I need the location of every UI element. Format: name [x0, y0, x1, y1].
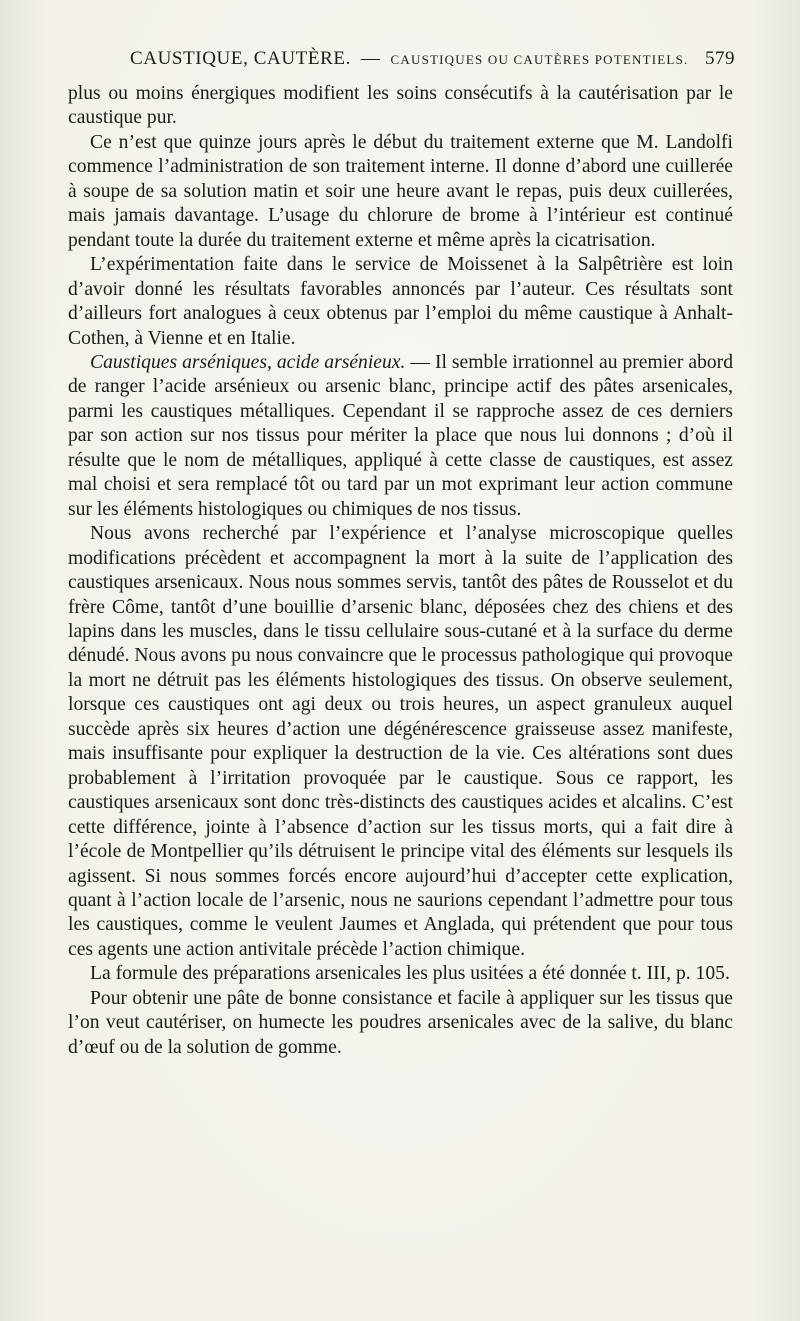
paragraph-arsenical-caustics: [68, 351, 733, 522]
header-title: CAUSTIQUE, CAUTÈRE.: [130, 48, 351, 69]
paragraph-paste-preparation: [68, 987, 733, 1060]
page-number: 579: [705, 48, 735, 69]
header-dash: —: [360, 48, 381, 69]
paragraph-text: — Il semble irrationnel au premier abord de ranger l’acide arsénieux ou arsenic blanc, principe actif des pâtes arsenicales, parmi les caustiques métalliques. Cependant il se rapproche assez de ces derniers par son action sur nos tissus pour mériter la place que nous lui donnons ; d’où il résulte que le nom de métalliques, appliqué à cette classe de caustiques, est assez mal choisi et sera remplacé tôt ou tard par un mot exprimant leur action commune sur les éléments histologiques ou chimiques de nos tissus.: [68, 351, 733, 520]
body-text: [68, 82, 733, 1060]
header-subtitle: CAUSTIQUES OU CAUTÈRES POTENTIELS.: [390, 52, 689, 67]
paragraph-microscopic-analysis: [68, 522, 733, 962]
paragraph-salpetriere-experiment: [68, 253, 733, 351]
paragraph-formula-reference: [68, 962, 733, 986]
paragraph-text: Ce n’est que quinze jours après le début du traitement externe que M. Landolfi commence l’administration de son traitement interne. Il donne d’abord une cuillerée à soupe de sa solution matin et soir une heure avant le repas, puis deux cuillerées, mais jamais davantage. L’usage du chlorure de brome à l’intérieur est continué pendant toute la durée du traitement externe et même après la cicatrisation.: [68, 131, 733, 251]
header-title-group: [130, 48, 688, 70]
paragraph-text: Nous avons recherché par l’expérience et l’analyse microscopique quelles modifications précèdent et accompagnent la mort à la suite de l’application des caustiques arsenicaux. Nous nous sommes servis, tantôt des pâtes de Rousselot et du frère Côme, tantôt d’une bouillie d’arsenic blanc, déposées chez des chiens et des lapins dans les muscles, dans le tissu cellulaire sous-cutané et à la surface du derme dénudé. Nous avons pu nous convaincre que le processus pathologique qui provoque la mort ne détruit pas les éléments histologiques des tissus. On observe seulement, lorsque ces caustiques ont agi deux ou trois heures, un aspect granuleux auquel succède après six heures d’action une dégénérescence graisseuse assez manifeste, mais insuffisante pour expliquer la destruction de la vie. Ces altérations sont dues probablement à l’irritation provoquée par le caustique. Sous ce rapport, les caustiques arsenicaux sont donc très-distincts des caustiques acides et alcalins. C’est cette différence, jointe à l’absence d’action sur les tissus morts, qui a fait dire à l’école de Montpellier qu’ils détruisent le principe vital des éléments sur lesquels ils agissent. Si nous sommes forcés encore aujourd’hui d’accepter cette explication, quant à l’action locale de l’arsenic, nous ne saurions cependant l’admettre pour tous les caustiques, comme le veulent Jaumes et Anglada, qui prétendent que pour tous ces agents une action antivitale précède l’action chimique.: [68, 523, 733, 960]
paragraph-text: La formule des préparations arsenicales les plus usitées a été donnée t. III, p. 105.: [90, 963, 730, 985]
running-header: [130, 48, 735, 76]
paragraph-text: Pour obtenir une pâte de bonne consistance et facile à appliquer sur les tissus que l’on veut cautériser, on humecte les poudres arsenicales avec de la salive, du blanc d’œuf ou de la solution de gomme.: [68, 987, 733, 1058]
paragraph-landolfi-treatment: [68, 131, 733, 253]
paragraph-text: L’expérimentation faite dans le service de Moissenet à la Salpêtrière est loin d’avoir donné les résultats favorables annoncés par l’auteur. Ces résultats sont d’ailleurs fort analogues à ceux obtenus par l’emploi du même caustique à Anhalt-Cothen, à Vienne et en Italie.: [68, 254, 733, 349]
paragraph-text: plus ou moins énergiques modifient les soins consécutifs à la cautérisation par le caustique pur.: [68, 83, 733, 129]
paragraph-continuation: [68, 82, 733, 131]
section-heading: Caustiques arséniques, acide arsénieux.: [90, 351, 406, 373]
